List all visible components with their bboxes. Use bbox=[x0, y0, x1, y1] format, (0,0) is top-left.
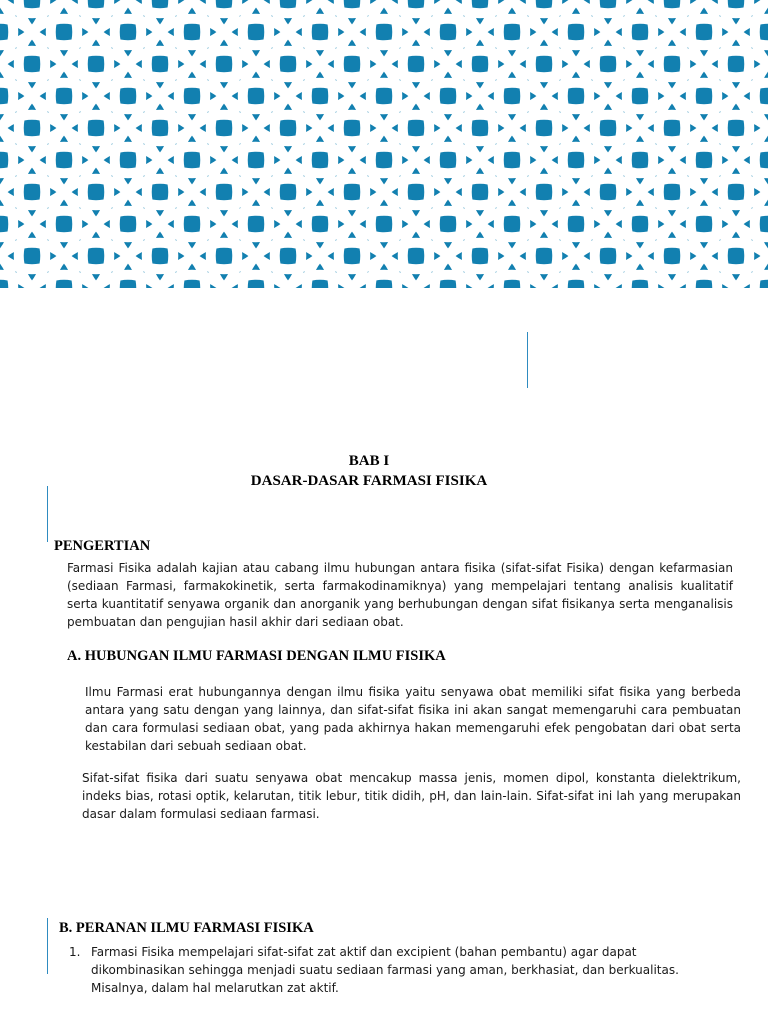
list-item bbox=[69, 943, 725, 997]
pengertian-paragraph: Farmasi Fisika adalah kajian atau cabang ilmu hubungan antara fisika (sifat-sifat Fisika) dengan kefarmasian (sediaan Farmasi, farmakokinetik, serta farmakodinamiknya) yang mempelajari tentang analisis kualitatif serta kuantitatif senyawa organik dan anorganik yang berhubungan dengan sifat fisikanya serta menganalisis pembuatan dan pengujian hasil akhir dari sediaan obat. bbox=[67, 561, 733, 629]
list-item-text: Farmasi Fisika mempelajari sifat-sifat zat aktif dan excipient (bahan pembantu) agar dapat dikombinasikan sehingga menjadi suatu sediaan farmasi yang aman, berkhasiat, dan berkualitas. Misalnya, dalam hal melarutkan zat aktif. bbox=[91, 945, 679, 995]
interlocking-circles-pattern bbox=[0, 0, 768, 288]
peranan-list bbox=[69, 943, 725, 997]
decorative-accent-line bbox=[47, 918, 48, 974]
list-item-number: 1. bbox=[69, 945, 81, 959]
section-heading-pengertian: PENGERTIAN bbox=[54, 538, 151, 554]
section-heading-b: B. PERANAN ILMU FARMASI FISIKA bbox=[59, 920, 314, 936]
header-pattern-banner bbox=[0, 0, 768, 288]
section-heading-a: A. HUBUNGAN ILMU FARMASI DENGAN ILMU FISIKA bbox=[67, 648, 446, 664]
chapter-title: DASAR-DASAR FARMASI FISIKA bbox=[250, 473, 488, 489]
chapter-number: BAB I bbox=[348, 453, 390, 469]
section-a-paragraph-2: Sifat-sifat fisika dari suatu senyawa obat mencakup massa jenis, momen dipol, konstanta dielektrikum, indeks bias, rotasi optik, kelarutan, titik lebur, titik didih, pH, dan lain-lain. Sifat-sifat ini lah yang merupakan dasar dalam formulasi sediaan farmasi. bbox=[82, 771, 741, 821]
decorative-accent-line bbox=[527, 332, 528, 388]
section-a-paragraph-1: Ilmu Farmasi erat hubungannya dengan ilmu fisika yaitu senyawa obat memiliki sifat fisika yang berbeda antara yang satu dengan yang lainnya, dan sifat-sifat fisika ini akan sangat memengaruhi cara pembuatan dan cara formulasi sediaan obat, yang pada akhirnya hakan memengaruhi efek pengobatan dari obat serta kestabilan dari sebuah sediaan obat. bbox=[85, 685, 741, 753]
decorative-accent-line bbox=[47, 486, 48, 542]
